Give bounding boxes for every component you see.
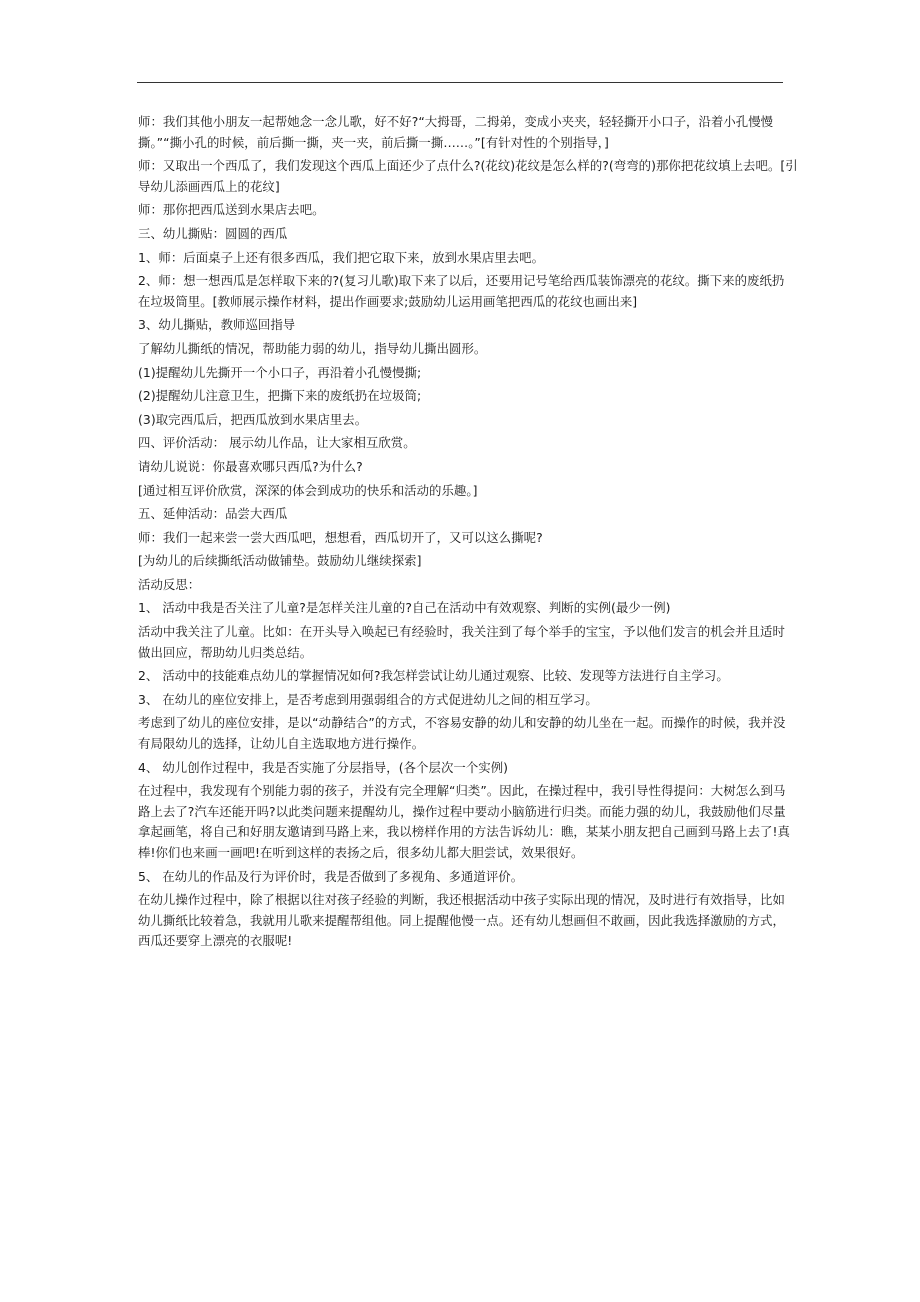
text-line: 在幼儿操作过程中，除了根据以往对孩子经验的判断，我还根据活动中孩子实际出现的情况，及时进行有效指导，比如 [138, 892, 785, 908]
text-line: 在过程中，我发现有个别能力弱的孩子，并没有完全理解“归类”。因此，在操过程中，我引导性得提问：大树怎么到马 [138, 783, 786, 799]
paragraph [138, 666, 786, 687]
paragraph [138, 504, 786, 525]
text-line: 请幼儿说说：你最喜欢哪只西瓜?为什么? [138, 458, 363, 474]
text-line: 路上去了?汽车还能开吗?以此类问题来提醒幼儿，操作过程中要动小脑筋进行归类。而能力强的幼儿，我鼓励他们尽量 [138, 803, 786, 819]
text-line: 棒!你们也来画一画吧!在听到这样的表扬之后，很多幼儿都大胆尝试，效果很好。 [138, 845, 584, 860]
text-line: (2)提醒幼儿注意卫生，把撕下来的废纸扔在垃圾筒; [138, 388, 422, 404]
paragraph [138, 457, 786, 478]
paragraph [138, 224, 786, 245]
text-line: 撕。”“撕小孔的时候，前后撕一撕，夹一夹，前后撕一撕……。”[有针对性的个别指导，] [138, 134, 609, 150]
text-line: [通过相互评价欣赏，深深的体会到成功的快乐和活动的乐趣。] [138, 482, 478, 498]
paragraph [138, 713, 786, 754]
paragraph [138, 363, 786, 384]
document-body [138, 112, 798, 955]
paragraph [138, 339, 786, 360]
header-rule [137, 82, 783, 83]
paragraph [138, 781, 790, 863]
paragraph [138, 690, 786, 711]
text-line: 做出回应，帮助幼儿归类总结。 [138, 644, 313, 660]
paragraph [138, 386, 786, 407]
text-line: 师：那你把西瓜送到水果店去吧。 [138, 202, 325, 218]
text-line: 幼儿撕纸比较着急，我就用儿歌来提醒帮组他。同上提醒他慢一点。还有幼儿想画但不敢画，因此我选择激励的方式， [138, 912, 785, 928]
text-line: 3、 在幼儿的座位安排上，是否考虑到用强弱组合的方式促进幼儿之间的相互学习。 [138, 691, 598, 707]
text-line: 考虑到了幼儿的座位安排，是以“动静结合”的方式，不容易安静的幼儿和安静的幼儿坐在一起。而操作的时候，我并没 [138, 715, 786, 731]
paragraph [138, 622, 786, 663]
text-line: 三、幼儿撕贴：圆圆的西瓜 [138, 225, 288, 241]
text-line: 2、 活动中的技能难点幼儿的掌握情况如何?我怎样尝试让幼儿通过观察、比较、发现等方法进行自主学习。 [138, 668, 729, 684]
paragraph [138, 890, 786, 952]
text-line: 五、延伸活动：品尝大西瓜 [138, 506, 288, 522]
paragraph [138, 156, 798, 197]
text-line: 师：我们一起来尝一尝大西瓜吧，想想看，西瓜切开了，又可以这么撕呢? [138, 529, 543, 545]
paragraph [138, 575, 786, 596]
paragraph [138, 433, 786, 454]
text-line: 5、 在幼儿的作品及行为评价时，我是否做到了多视角、多通道评价。 [138, 868, 524, 884]
text-line: 师：我们其他小朋友一起帮她念一念儿歌，好不好?“大拇哥，二拇弟，变成小夹夹，轻轻撕开小口子，沿着小孔慢慢 [138, 114, 774, 129]
paragraph [138, 867, 786, 888]
text-line: (1)提醒幼儿先撕开一个小口子，再沿着小孔慢慢撕; [138, 364, 422, 380]
text-line: 1、 活动中我是否关注了儿童?是怎样关注儿童的?自己在活动中有效观察、判断的实例(最少一例) [138, 600, 671, 616]
text-line: 活动反思： [138, 576, 201, 592]
paragraph-gap [138, 952, 786, 955]
text-line: 了解幼儿撕纸的情况，帮助能力弱的幼儿，指导幼儿撕出圆形。 [138, 340, 487, 356]
paragraph [138, 112, 786, 153]
paragraph [138, 528, 786, 549]
paragraph [138, 481, 786, 502]
text-line: 在垃圾筒里。[教师展示操作材料，提出作画要求;鼓励幼儿运用画笔把西瓜的花纹也画出来] [138, 293, 638, 309]
text-line: 西瓜还要穿上漂亮的衣服呢! [138, 933, 293, 949]
text-line: 有局限幼儿的选择，让幼儿自主选取地方进行操作。 [138, 736, 425, 752]
text-line: 3、幼儿撕贴，教师巡回指导 [138, 317, 296, 333]
paragraph [138, 271, 786, 312]
paragraph [138, 551, 786, 572]
paragraph [138, 248, 786, 269]
text-line: (3)取完西瓜后，把西瓜放到水果店里去。 [138, 411, 368, 427]
paragraph [138, 200, 786, 221]
paragraph [138, 598, 786, 619]
text-line: 4、 幼儿创作过程中，我是否实施了分层指导，(各个层次一个实例) [138, 759, 509, 775]
paragraph [138, 758, 786, 779]
text-line: 1、师：后面桌子上还有很多西瓜，我们把它取下来，放到水果店里去吧。 [138, 249, 545, 265]
text-line: [为幼儿的后续撕纸活动做铺垫。鼓励幼儿继续探索] [138, 553, 422, 569]
paragraph [138, 315, 786, 336]
text-line: 四、评价活动： 展示幼儿作品，让大家相互欣赏。 [138, 435, 416, 451]
text-line: 导幼儿添画西瓜上的花纹] [138, 178, 280, 194]
text-line: 拿起画笔，将自己和好朋友邀请到马路上来，我以榜样作用的方法告诉幼儿：瞧，某某小朋友把自己画到马路上去了!真 [138, 824, 790, 840]
text-line: 活动中我关注了儿童。比如：在开头导入唤起已有经验时，我关注到了每个举手的宝宝，予以他们发言的机会并且适时 [138, 624, 785, 640]
text-line: 2、师：想一想西瓜是怎样取下来的?(复习儿歌)取下来了以后，还要用记号笔给西瓜装饰漂亮的花纹。撕下来的废纸扔 [138, 273, 785, 289]
paragraph [138, 410, 786, 431]
text-line: 师：又取出一个西瓜了，我们发现这个西瓜上面还少了点什么?(花纹)花纹是怎么样的?(弯弯的)那你把花纹填上去吧。[引 [138, 158, 798, 174]
